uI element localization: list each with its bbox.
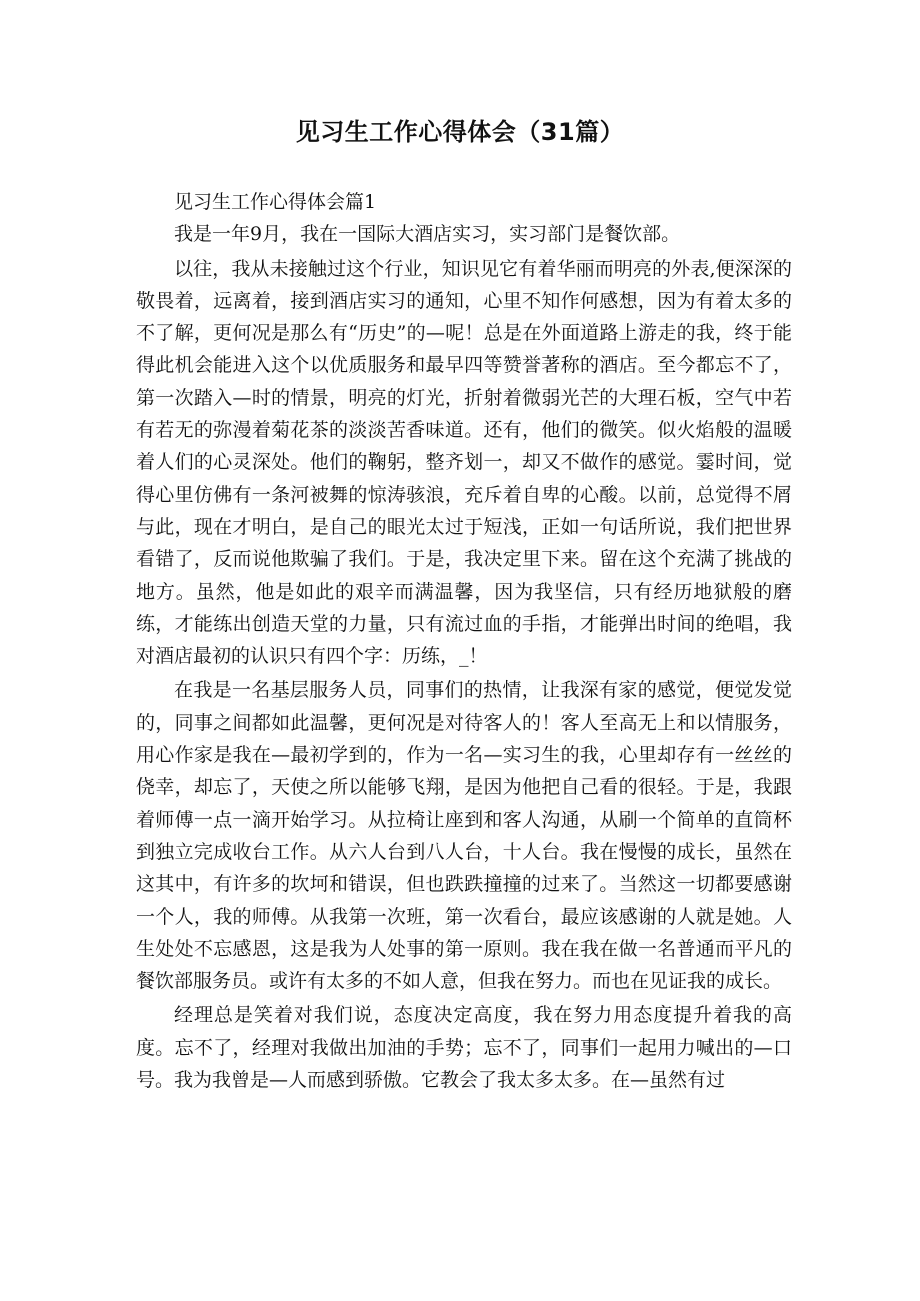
paragraph: 经理总是笑着对我们说，态度决定高度，我在努力用态度提升着我的高度。忘不了，经理对我做出加油的手势；忘不了，同事们一起用力喊出的—口号。我为我曾是—人而感到骄傲。它教会了我太多太多。在—虽然有过 (136, 1004, 792, 1092)
paragraph: 以往，我从未接触过这个行业，知识见它有着华丽而明亮的外表,便深深的敬畏着，远离着，接到酒店实习的通知，心里不知作何感想，因为有着太多的不了解，更何况是那么有“历史”的—呢！总是在外面道路上游走的我，终于能得此机会能进入这个以优质服务和最早四等赞誉著称的酒店。至今都忘不了，第一次踏入—时的情景，明亮的灯光，折射着微弱光芒的大理石板，空气中若有若无的弥漫着菊花茶的淡淡苦香味道。还有，他们的微笑。似火焰般的温暖着人们的心灵深处。他们的鞠躬，整齐划一，却又不做作的感觉。霎时间，觉得心里仿佛有一条河被舞的惊涛骇浪，充斥着自卑的心酸。以前，总觉得不屑与此，现在才明白，是自己的眼光太过于短浅，正如一句话所说，我们把世界看错了，反而说他欺骗了我们。于是，我决定里下来。留在这个充满了挑战的地方。虽然，他是如此的艰辛而满温馨，因为我坚信，只有经历地狱般的磨练，才能练出创造天堂的力量，只有流过血的手指，才能弹出时间的绝唱，我对酒店最初的认识只有四个字：历练，_！ (136, 257, 792, 668)
paragraph: 在我是一名基层服务人员，同事们的热情，让我深有家的感觉，便觉发觉的，同事之间都如此温馨，更何况是对待客人的！客人至高无上和以情服务，用心作家是我在—最初学到的，作为一名—实习生的我，心里却存有一丝丝的侥幸，却忘了，天使之所以能够飞翔，是因为他把自己看的很轻。于是，我跟着师傅一点一滴开始学习。从拉椅让座到和客人沟通，从刷一个简单的直筒杯到独立完成收台工作。从六人台到八人台，十人台。我在慢慢的成长，虽然在这其中，有许多的坎坷和错误，但也跌跌撞撞的过来了。当然这一切都要感谢一个人，我的师傅。从我第一次班，第一次看台，最应该感谢的人就是她。人生处处不忘感恩，这是我为人处事的第一原则。我在我在做一名普通而平凡的餐饮部服务员。或许有太多的不如人意，但我在努力。而也在见证我的成长。 (136, 679, 792, 993)
section-heading: 见习生工作心得体会篇1 (174, 191, 377, 213)
document-title: 见习生工作心得体会（31篇） (295, 118, 625, 146)
paragraph: 我是一年9月，我在一国际大酒店实习，实习部门是餐饮部。 (174, 223, 681, 246)
document-body (136, 186, 792, 1096)
